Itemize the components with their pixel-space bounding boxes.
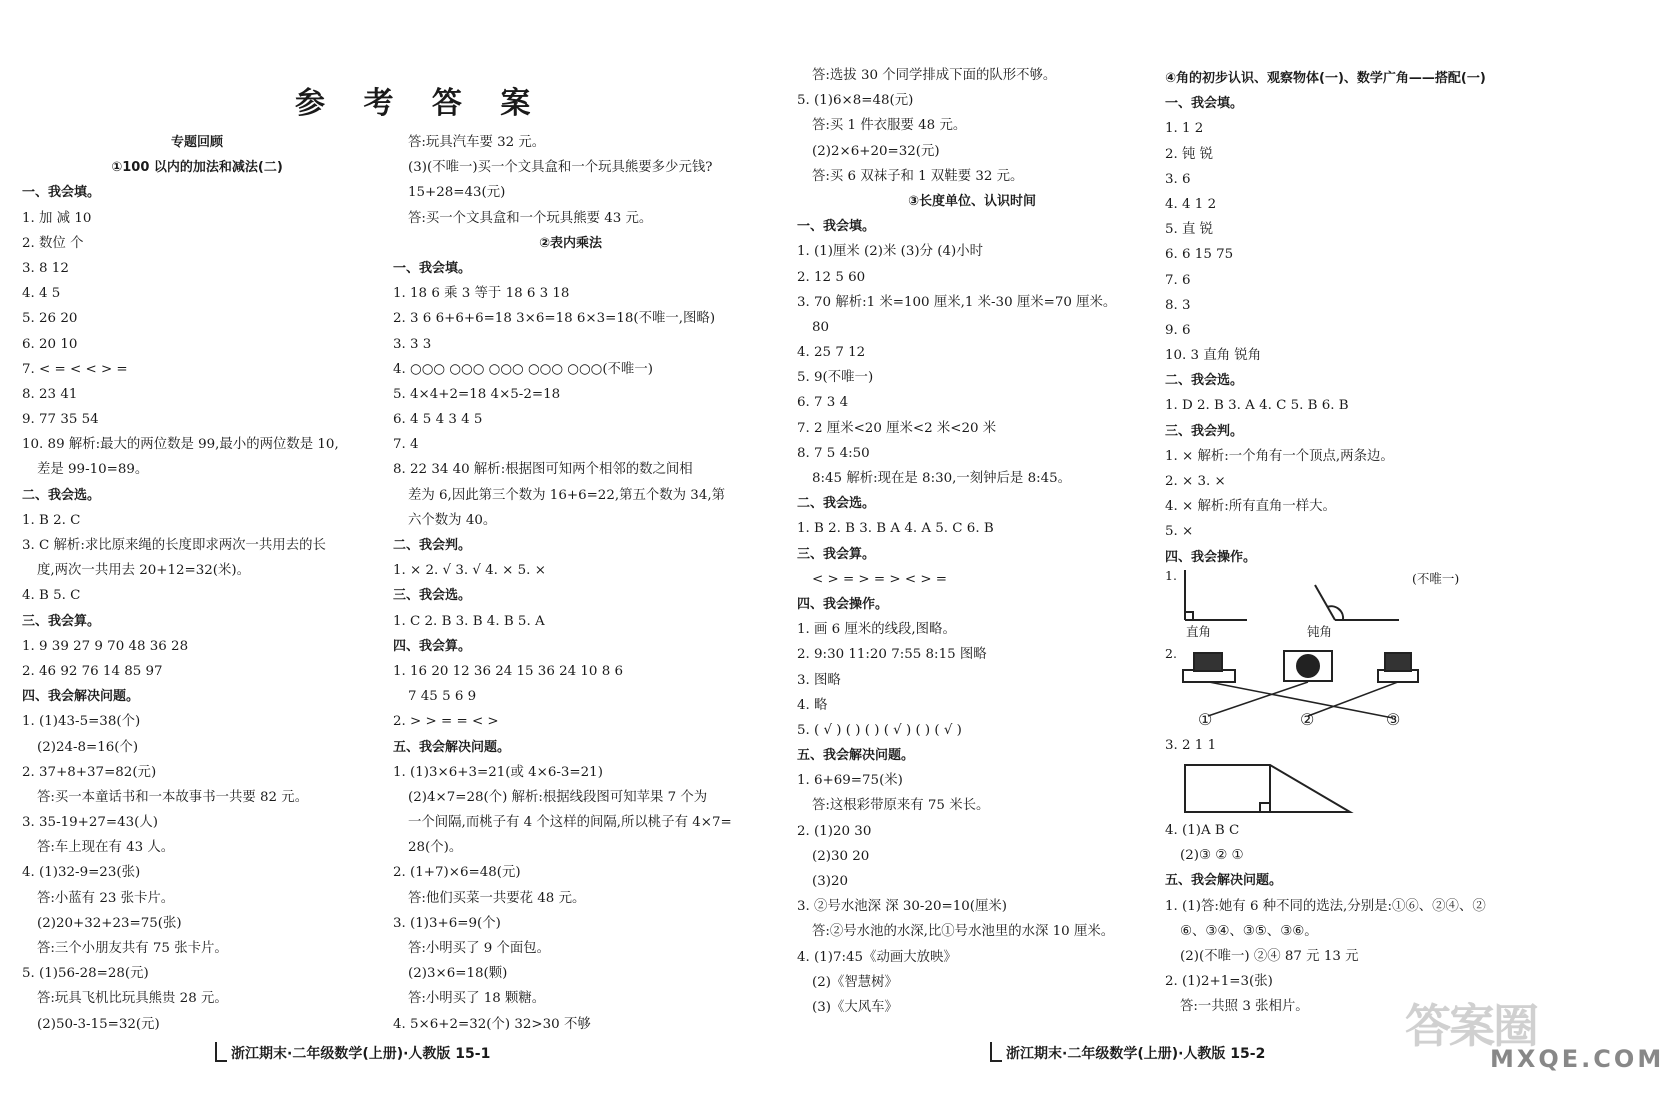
section-heading: 三、我会判。 xyxy=(1165,423,1244,439)
view-marker-1: ① xyxy=(1198,710,1213,729)
answer-line: 六个数为 40。 xyxy=(408,512,497,528)
answer-line: (2)20+32+23=75(张) xyxy=(37,915,182,931)
section-heading: 一、我会填。 xyxy=(1165,96,1244,112)
footer-right xyxy=(990,1042,1265,1063)
answer-line: 2. > > = = < > xyxy=(393,714,499,730)
answer-line: 3. 35-19+27=43(人) xyxy=(22,815,158,831)
answer-column-1 xyxy=(22,130,372,1037)
answer-line: 1. (1)43-5=38(个) xyxy=(22,714,141,730)
answer-line: (2)24-8=16(个) xyxy=(37,739,139,755)
answer-line: 6. 6 15 75 xyxy=(1165,247,1234,263)
answer-line: 4. ○○○ ○○○ ○○○ ○○○ ○○○(不唯一) xyxy=(393,361,653,377)
answer-column-2 xyxy=(393,130,748,1037)
obtuse-angle-label: 钝角 xyxy=(1307,624,1333,639)
answer-line: 差是 99-10=89。 xyxy=(37,462,149,478)
answer-line: 1. 9 39 27 9 70 48 36 28 xyxy=(22,638,189,654)
answer-line: 1. (1)3×6+3=21(或 4×6-3=21) xyxy=(393,764,603,780)
answer-line: 答:小明买了 18 颗糖。 xyxy=(408,991,546,1007)
footer-left-text: 浙江期末·二年级数学(上册)·人教版 15-1 xyxy=(231,1046,491,1062)
watermark-logo: 答案圈 xyxy=(1405,999,1537,1053)
answer-line: 1. B 2. B 3. B A 4. A 5. C 6. B xyxy=(797,521,994,537)
answer-line: 2. (1)2+1=3(张) xyxy=(1165,974,1273,990)
answer-line: 5. × xyxy=(1165,524,1194,540)
answer-line: 2. (1)20 30 xyxy=(797,823,872,839)
answer-line: 1. 16 20 12 36 24 15 36 24 10 8 6 xyxy=(393,663,623,679)
answer-line: 1. D 2. B 3. A 4. C 5. B 6. B xyxy=(1165,398,1349,414)
answer-line: 答:选拔 30 个同学排成下面的队形不够。 xyxy=(812,68,1057,83)
footer-left xyxy=(215,1042,490,1063)
section-heading: 三、我会算。 xyxy=(797,546,876,562)
answer-line: 2. (1+7)×6=48(元) xyxy=(393,865,521,881)
answer-line: 4. B 5. C xyxy=(22,588,81,604)
footer-bracket-icon xyxy=(990,1042,1002,1062)
answer-line: 2. 3 6 6+6+6=18 3×6=18 6×3=18(不唯一,图略) xyxy=(393,311,716,327)
answer-line: 2. 46 92 76 14 85 97 xyxy=(22,663,163,679)
answer-line: 3. 6 xyxy=(1165,171,1191,187)
answer-line: 差为 6,因此第三个数为 16+6=22,第五个数为 34,第 xyxy=(408,487,725,503)
answer-line: 2. 9:30 11:20 7:55 8:15 图略 xyxy=(797,647,987,663)
top-view-object xyxy=(1378,653,1418,682)
answer-line: 度,两次一共用去 20+12=32(米)。 xyxy=(37,563,251,579)
section-heading: 二、我会选。 xyxy=(1165,373,1244,389)
answer-line: 5. 9(不唯一) xyxy=(797,370,874,386)
answer-line: 5. 直 锐 xyxy=(1165,222,1214,238)
shape-division-figure xyxy=(1180,762,1360,817)
answer-line: 1. 1 2 xyxy=(1165,121,1204,137)
answer-line: 6. 4 5 4 3 4 5 xyxy=(393,412,483,428)
page-title: 参 考 答 案 xyxy=(295,86,545,121)
watermark-url: MXQE.COM xyxy=(1490,1045,1664,1073)
answer-line: (2)(不唯一) ②④ 87 元 13 元 xyxy=(1180,948,1359,964)
answer-line: 1. 加 减 10 xyxy=(22,210,92,226)
answer-column-3 xyxy=(797,63,1147,1020)
answer-line: 4. 4 5 xyxy=(22,286,61,302)
answer-line: 4. (1)7:45《动画大放映》 xyxy=(797,949,957,965)
answer-line: 8. 3 xyxy=(1165,297,1191,313)
answer-line: 9. 77 35 54 xyxy=(22,412,99,428)
answer-line: < > = > = > < > = xyxy=(812,571,948,587)
answer-line: 7. 6 xyxy=(1165,272,1191,288)
answer-line: 4. 4 1 2 xyxy=(1165,196,1217,212)
answer-line: 4. 5×6+2=32(个) 32>30 不够 xyxy=(393,1016,591,1032)
answer-line: 8. 22 34 40 解析:根据图可知两个相邻的数之间相 xyxy=(393,462,693,478)
answer-line: 3. 3 3 xyxy=(393,336,432,352)
section-heading: 四、我会操作。 xyxy=(797,596,889,612)
topic-heading: 专题回顾 xyxy=(170,135,223,150)
answer-line: 答:玩具汽车要 32 元。 xyxy=(408,135,546,150)
answer-line: 9. 6 xyxy=(1165,322,1191,338)
answer-line: 1. × 2. √ 3. √ 4. × 5. × xyxy=(393,563,546,579)
answer-line: 6. 7 3 4 xyxy=(797,395,849,411)
answer-line: 6. 20 10 xyxy=(22,336,78,352)
footer-bracket-icon xyxy=(215,1042,227,1062)
answer-line: 3. (1)3+6=9(个) xyxy=(393,915,501,931)
answer-line: 15+28=43(元) xyxy=(408,185,506,201)
section-heading: 二、我会判。 xyxy=(393,538,472,553)
section-heading: 五、我会解决问题。 xyxy=(797,748,915,764)
topic-heading: ①100 以内的加法和减法(二) xyxy=(111,160,283,176)
answer-line: 答:他们买菜一共要花 48 元。 xyxy=(408,890,586,906)
answer-line: 4. (1)32-9=23(张) xyxy=(22,865,141,881)
answer-line: 7 45 5 6 9 xyxy=(408,689,477,705)
answer-line: 答:这根彩带原来有 75 米长。 xyxy=(812,798,990,814)
answer-line: 答:车上现在有 43 人。 xyxy=(37,840,175,856)
section-heading: 二、我会选。 xyxy=(22,487,101,503)
answer-line: (2)30 20 xyxy=(812,848,870,864)
answer-line: 4. × 解析:所有直角一样大。 xyxy=(1165,499,1336,515)
answer-line: 3. 图略 xyxy=(797,672,841,688)
answer-line: 8. 7 5 4:50 xyxy=(797,445,870,461)
answer-line: 5. (1)6×8=48(元) xyxy=(797,93,914,109)
answer-line: 7. 4 xyxy=(393,437,419,453)
section-heading: 一、我会填。 xyxy=(22,185,101,201)
answer-line: 1. C 2. B 3. B 4. B 5. A xyxy=(393,613,545,629)
answer-line: 2. 12 5 60 xyxy=(797,269,866,285)
q1-label: 1. xyxy=(1165,568,1177,583)
answer-line: (2)2×6+20=32(元) xyxy=(812,143,940,159)
section-heading: 一、我会填。 xyxy=(797,219,876,235)
answer-line: 7. 2 厘米<20 厘米<2 米<20 米 xyxy=(797,420,997,436)
answer-line: 2. 钝 锐 xyxy=(1165,146,1214,162)
section-heading: 五、我会解决问题。 xyxy=(1165,873,1283,889)
right-angle-figure xyxy=(1185,570,1247,620)
left-view-object xyxy=(1183,653,1235,682)
answer-line: 8:45 解析:现在是 8:30,一刻钟后是 8:45。 xyxy=(812,471,1072,486)
not-unique-note: (不唯一) xyxy=(1412,571,1460,586)
answer-line: 1. 画 6 厘米的线段,图略。 xyxy=(797,622,956,638)
topic-heading: ②表内乘法 xyxy=(538,235,602,251)
answer-line: 3. 8 12 xyxy=(22,260,69,276)
answer-line: 2. 37+8+37=82(元) xyxy=(22,764,157,780)
answer-line: 1. 18 6 乘 3 等于 18 6 3 18 xyxy=(393,286,570,302)
footer-right-text: 浙江期末·二年级数学(上册)·人教版 15-2 xyxy=(1006,1046,1266,1062)
right-angle-label: 直角 xyxy=(1186,624,1212,639)
answer-line: 7. < = < < > = xyxy=(22,361,128,377)
answer-line: 答:玩具飞机比玩具熊贵 28 元。 xyxy=(37,991,228,1007)
obtuse-angle-figure xyxy=(1315,585,1399,620)
section-heading: 三、我会选。 xyxy=(393,588,472,604)
answer-line: ⑥、③④、③⑤、③⑥。 xyxy=(1180,923,1318,939)
answer-line: (3)《大风车》 xyxy=(812,999,898,1015)
answer-line: (2)4×7=28(个) 解析:根据线段图可知苹果 7 个为 xyxy=(408,789,708,805)
answer-line: 1. (1)答:她有 6 种不同的选法,分别是:①⑥、②④、② xyxy=(1165,898,1486,914)
answer-line: (2)3×6=18(颗) xyxy=(408,966,508,982)
answer-line: 一个间隔,而桃子有 4 个这样的间隔,所以桃子有 4×7= xyxy=(408,815,732,831)
answer-line: 答:一共照 3 张相片。 xyxy=(1180,999,1309,1015)
answer-line: 答:买 6 双袜子和 1 双鞋要 32 元。 xyxy=(812,168,1024,184)
answer-line: 80 xyxy=(812,319,830,335)
answer-line: 3. ②号水池深 深 30-20=10(厘米) xyxy=(797,899,1007,915)
answer-line: 答:小蓝有 23 张卡片。 xyxy=(37,890,175,906)
topic-heading: ③长度单位、认识时间 xyxy=(907,193,1036,209)
front-view-object xyxy=(1284,651,1332,681)
section-heading: 三、我会算。 xyxy=(22,613,101,629)
q3-answer: 3. 2 1 1 xyxy=(1165,738,1217,753)
answer-line: 5. 4×4+2=18 4×5-2=18 xyxy=(393,386,561,402)
answer-line: 答:买一个文具盒和一个玩具熊要 43 元。 xyxy=(408,210,653,226)
answer-line: 答:买一本童话书和一本故事书一共要 82 元。 xyxy=(37,789,309,805)
section-heading: 一、我会填。 xyxy=(393,260,472,276)
answer-line: 2. × 3. × xyxy=(1165,474,1226,489)
answer-line: (2)《智慧树》 xyxy=(812,974,898,990)
answer-line: 5. 26 20 xyxy=(22,311,78,327)
answer-line: (2)50-3-15=32(元) xyxy=(37,1016,160,1032)
answer-line: 1. × 解析:一个角有一个顶点,两条边。 xyxy=(1165,448,1394,464)
answer-line: 5. ( √ ) ( ) ( ) ( √ ) ( ) ( √ ) xyxy=(797,722,962,738)
answer-line: 3. C 解析:求比原来绳的长度即求两次一共用去的长 xyxy=(22,538,326,553)
answer-line: 1. 6+69=75(米) xyxy=(797,773,903,789)
answer-column-4-top xyxy=(1165,66,1585,570)
section-heading: 二、我会选。 xyxy=(797,496,876,512)
section-heading: 五、我会解决问题。 xyxy=(393,739,511,755)
answer-line: 2. 数位 个 xyxy=(22,235,84,251)
answer-line: 10. 3 直角 锐角 xyxy=(1165,348,1262,364)
answer-line: 答:买 1 件衣服要 48 元。 xyxy=(812,118,967,134)
section-heading: 四、我会操作。 xyxy=(1165,549,1257,565)
view-marker-3: ③ xyxy=(1386,710,1401,729)
answer-line: 8. 23 41 xyxy=(22,386,78,402)
answer-line: 4. 略 xyxy=(797,697,828,713)
answer-line: 4. (1)A B C xyxy=(1165,823,1240,838)
answer-line: (2)③ ② ① xyxy=(1180,848,1244,864)
answer-line: 4. 25 7 12 xyxy=(797,345,866,361)
answer-line: 答:②号水池的水深,比①号水池里的水深 10 厘米。 xyxy=(812,924,1115,940)
answer-line: 答:三个小朋友共有 75 张卡片。 xyxy=(37,941,228,956)
answer-line: 1. B 2. C xyxy=(22,512,81,528)
answer-line: 3. 70 解析:1 米=100 厘米,1 米-30 厘米=70 厘米。 xyxy=(797,294,1117,310)
answer-line: 1. (1)厘米 (2)米 (3)分 (4)小时 xyxy=(797,244,984,260)
section-heading: 四、我会解决问题。 xyxy=(22,689,140,705)
section-heading: ④角的初步认识、观察物体(一)、数学广角——搭配(一) xyxy=(1165,71,1486,86)
section-heading: 四、我会算。 xyxy=(393,638,472,654)
view-marker-2: ② xyxy=(1300,710,1315,729)
q2-label: 2. xyxy=(1165,646,1177,661)
answer-line: 5. (1)56-28=28(元) xyxy=(22,966,149,982)
answer-line: 答:小明买了 9 个面包。 xyxy=(408,941,551,956)
answer-line: (3)20 xyxy=(812,874,849,889)
answer-line: 28(个)。 xyxy=(408,840,463,856)
answer-line: 10. 89 解析:最大的两位数是 99,最小的两位数是 10, xyxy=(22,437,339,453)
answer-line: (3)(不唯一)买一个文具盒和一个玩具熊要多少元钱? xyxy=(408,160,713,176)
